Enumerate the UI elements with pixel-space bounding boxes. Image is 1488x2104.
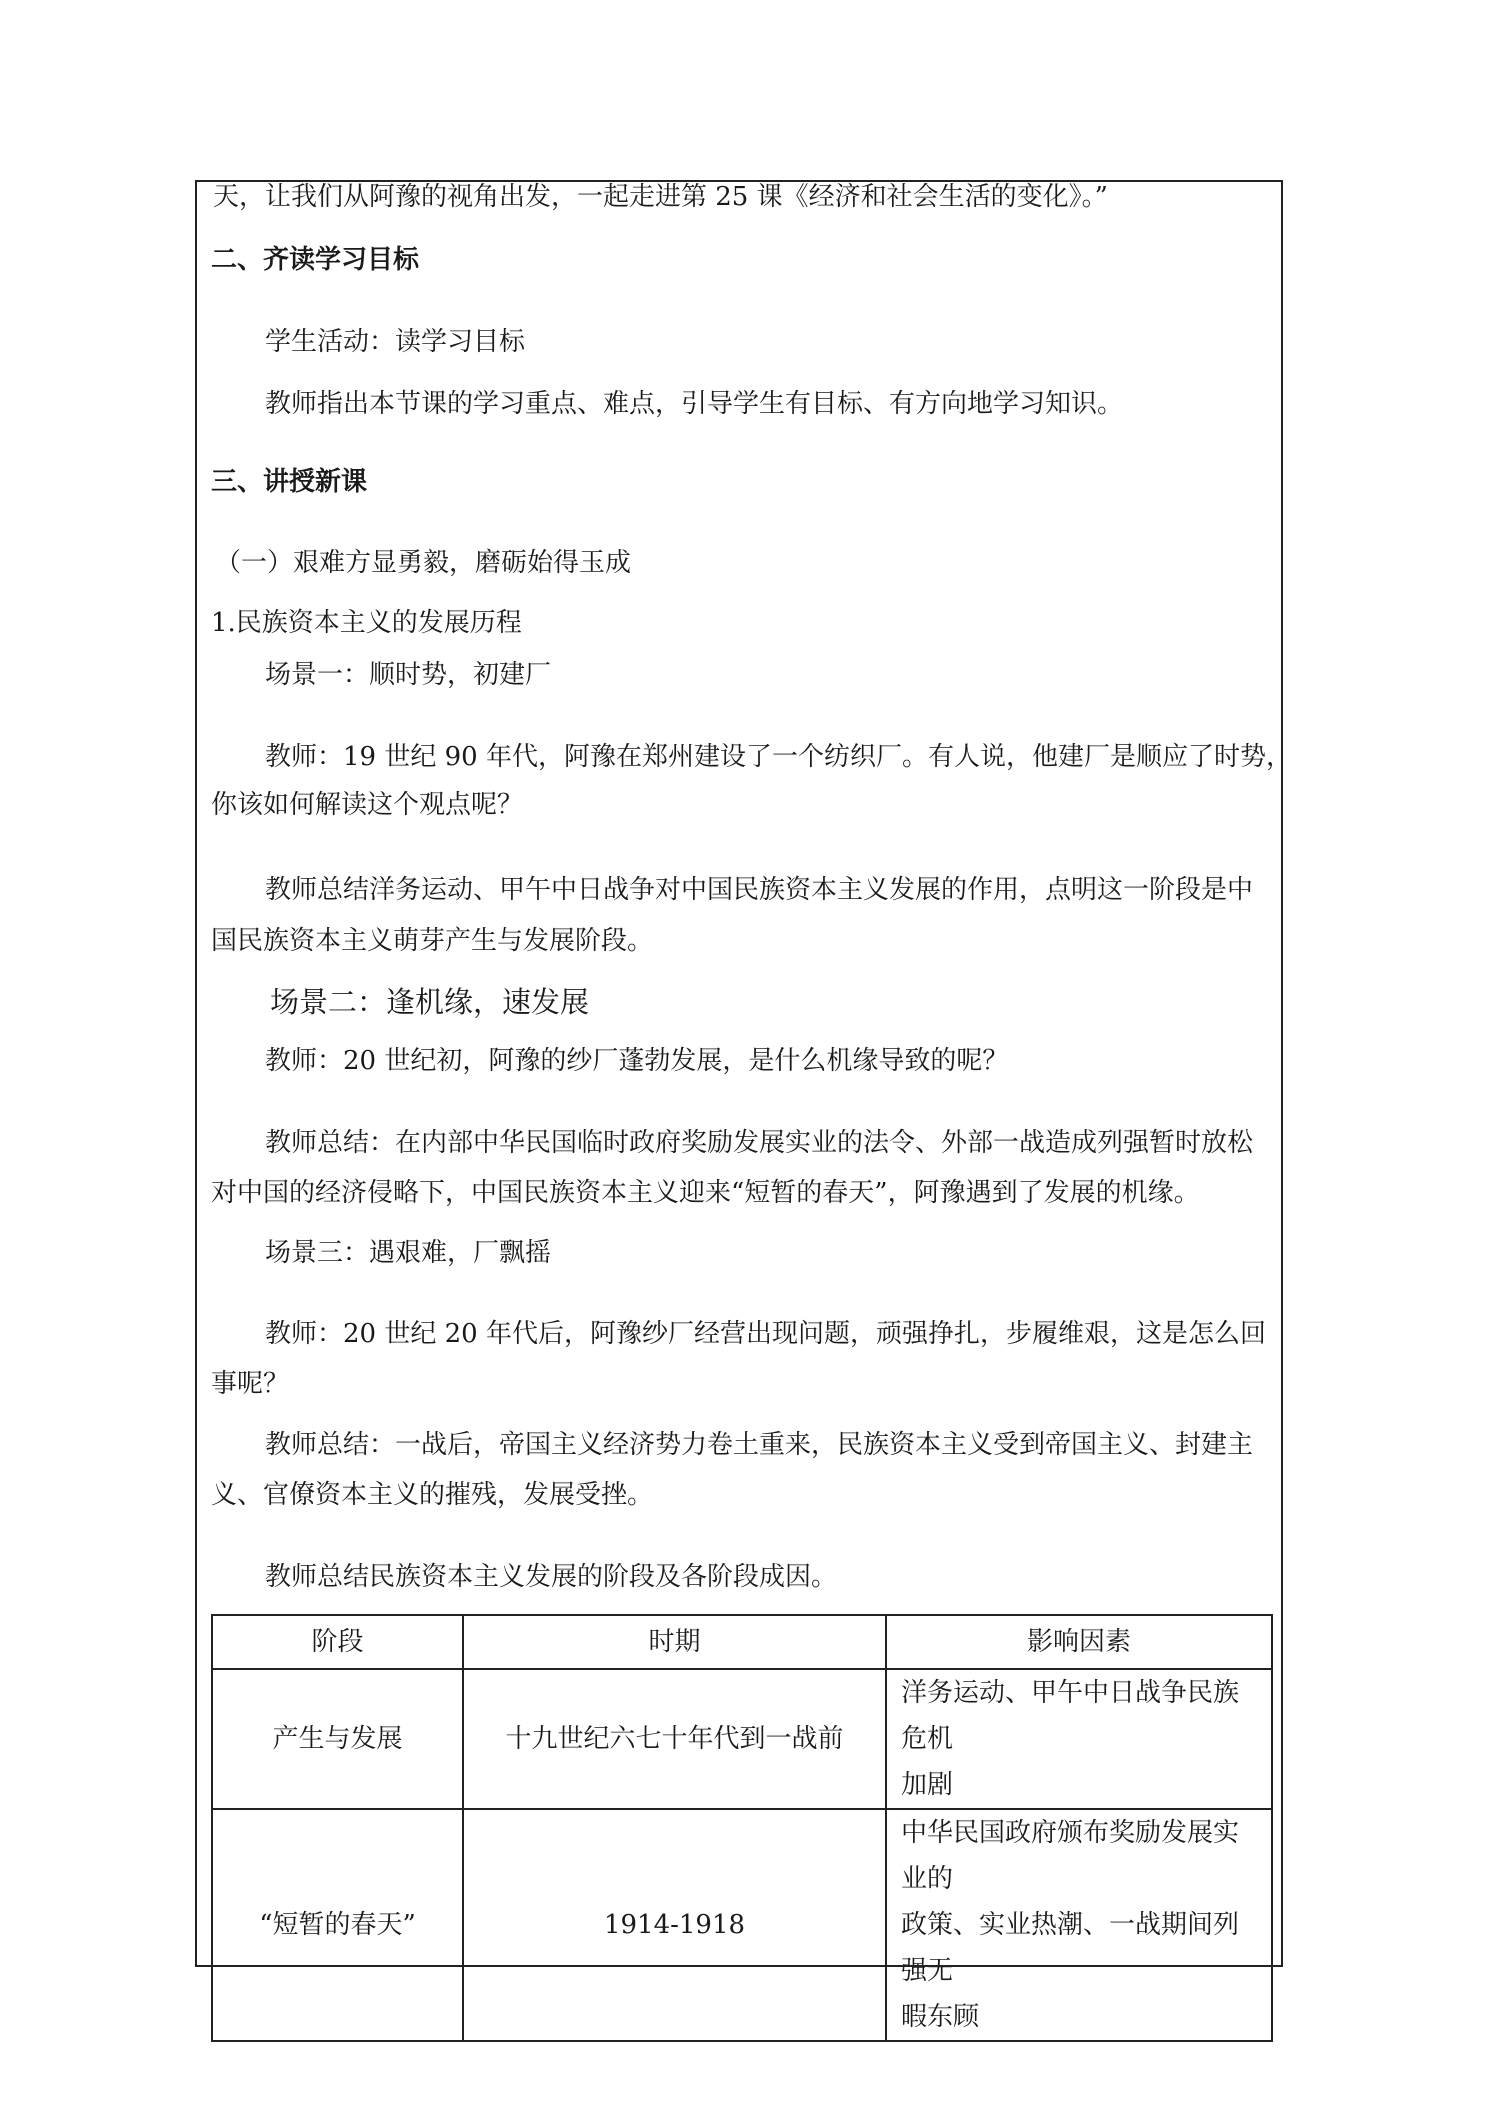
cell-factors-line: 加剧 xyxy=(901,1770,954,1800)
stages-table xyxy=(211,1614,1273,2042)
cell-factors xyxy=(886,1669,1272,1809)
text-line: 教师总结：在内部中华民国临时政府奖励发展实业的法令、外部一战造成列强暂时放松 xyxy=(265,1128,1254,1158)
text-line: 你该如何解读这个观点呢？ xyxy=(211,790,524,820)
text-line: 教师：20 世纪 20 年代后，阿豫纱厂经营出现问题，顽强挣扎，步履维艰，这是怎么回 xyxy=(265,1319,1266,1349)
section-heading-2: 二、齐读学习目标 xyxy=(211,245,420,275)
scene-title: 场景一：顺时势，初建厂 xyxy=(265,660,552,690)
cell-factors xyxy=(886,1809,1272,2041)
text-line: 事呢？ xyxy=(211,1369,290,1399)
subheading: 1.民族资本主义的发展历程 xyxy=(211,608,522,638)
text-line: 教师总结洋务运动、甲午中日战争对中国民族资本主义发展的作用，点明这一阶段是中 xyxy=(265,875,1254,905)
header-stage: 阶段 xyxy=(212,1615,463,1669)
cell-stage: “短暂的春天” xyxy=(212,1809,463,2041)
cell-period: 1914-1918 xyxy=(463,1809,886,2041)
scene-title: 场景二：逢机缘，速发展 xyxy=(270,985,590,1019)
table-header-row xyxy=(212,1615,1272,1669)
table-row xyxy=(212,1669,1272,1809)
text-line: 天，让我们从阿豫的视角出发，一起走进第 25 课《经济和社会生活的变化》。” xyxy=(213,182,1108,212)
cell-factors-line: 中华民国政府颁布奖励发展实业的 xyxy=(901,1818,1240,1894)
text-line: 教师指出本节课的学习重点、难点，引导学生有目标、有方向地学习知识。 xyxy=(265,389,1124,419)
table-row xyxy=(212,1809,1272,2041)
cell-factors-line: 洋务运动、甲午中日战争民族危机 xyxy=(901,1678,1240,1754)
text-line: 国民族资本主义萌芽产生与发展阶段。 xyxy=(211,926,654,956)
frame-bottom-border xyxy=(195,1965,1283,1967)
text-line: 教师：19 世纪 90 年代，阿豫在郑州建设了一个纺织厂。有人说，他建厂是顺应了时势， xyxy=(265,742,1292,772)
subheading: （一）艰难方显勇毅，磨砺始得玉成 xyxy=(215,548,632,578)
text-line: 义、官僚资本主义的摧残，发展受挫。 xyxy=(211,1480,654,1510)
text-line: 教师总结民族资本主义发展的阶段及各阶段成因。 xyxy=(265,1562,838,1592)
text-line: 对中国的经济侵略下，中国民族资本主义迎来“短暂的春天”，阿豫遇到了发展的机缘。 xyxy=(211,1178,1200,1208)
cell-stage: 产生与发展 xyxy=(212,1669,463,1809)
header-period: 时期 xyxy=(463,1615,886,1669)
text-line: 教师总结：一战后，帝国主义经济势力卷土重来，民族资本主义受到帝国主义、封建主 xyxy=(265,1430,1254,1460)
cell-factors-line: 暇东顾 xyxy=(901,2002,980,2032)
cell-period: 十九世纪六七十年代到一战前 xyxy=(463,1669,886,1809)
header-factors: 影响因素 xyxy=(886,1615,1272,1669)
cell-factors-line: 政策、实业热潮、一战期间列强无 xyxy=(901,1910,1240,1986)
section-heading-3: 三、讲授新课 xyxy=(211,467,368,497)
scene-title: 场景三：遇艰难，厂飘摇 xyxy=(265,1238,552,1268)
text-line: 学生活动：读学习目标 xyxy=(265,327,526,357)
text-line: 教师：20 世纪初，阿豫的纱厂蓬勃发展，是什么机缘导致的呢？ xyxy=(265,1046,1009,1076)
